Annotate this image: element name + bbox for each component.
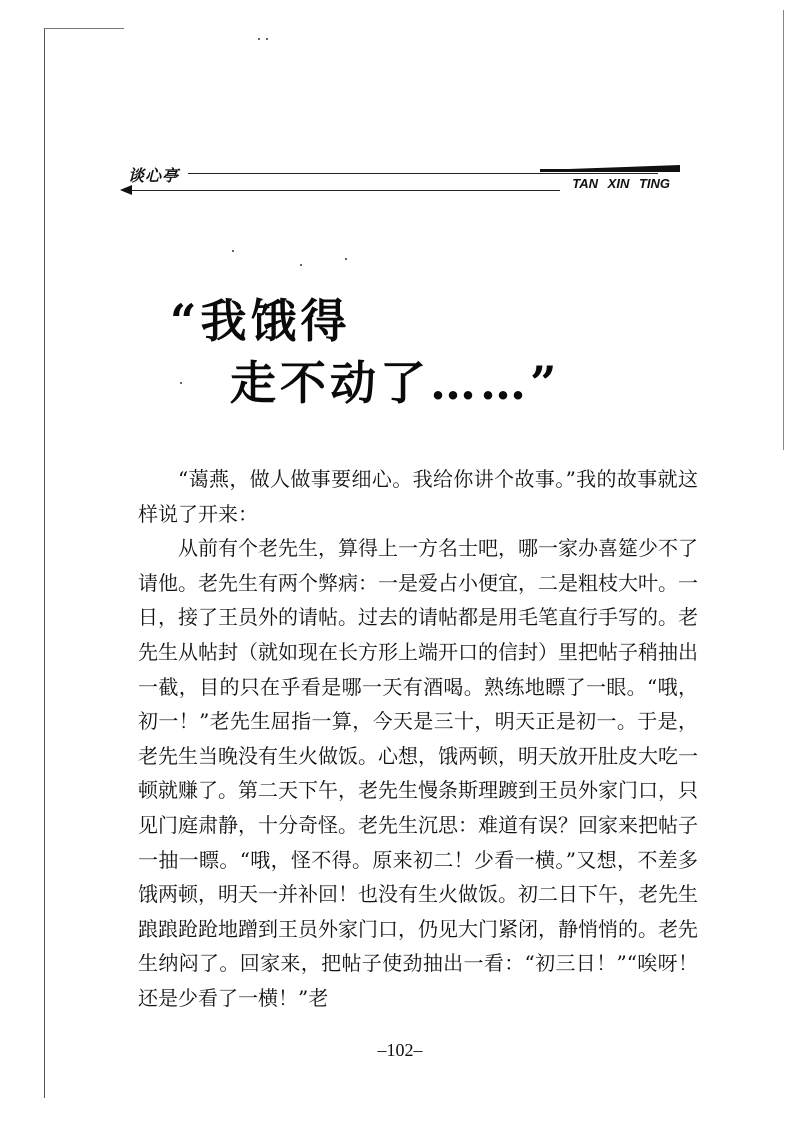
scan-top-rule [44, 28, 124, 29]
scan-speck [180, 382, 182, 384]
body-paragraph: 从前有个老先生，算得上一方名士吧，哪一家办喜筵少不了请他。老先生有两个弊病：一是爱占小便宜，二是粗枝大叶。一日，接了王员外的请帖。过去的请帖都是用毛笔直行手写的。老先生从帖封（就如现在长方形上端开口的信封）里把帖子稍抽出一截，目的只在乎看是哪一天有酒喝。熟练地瞟了一眼。“哦，初一！”老先生屈指一算，今天是三十，明天正是初一。于是，老先生当晚没有生火做饭。心想，饿两顿，明天放开肚皮大吃一顿就赚了。第二天下午，老先生慢条斯理踱到王员外家门口，只见门庭肃静，十分奇怪。老先生沉思：难道有误？回家来把帖子一抽一瞟。“哦，怪不得。原来初二！少看一横。”又想，不差多饿两顿，明天一并补回！也没有生火做饭。初二日下午，老先生踉踉跄跄地蹭到王员外家门口，仍见大门紧闭，静悄悄的。老先生纳闷了。回家来，把帖子使劲抽出一看：“初三日！”“唉呀！还是少看了一横！”老 [138, 536, 698, 1010]
scan-right-rule [783, 10, 784, 450]
header-rule-bar [540, 169, 680, 172]
scan-speck [258, 38, 260, 40]
running-header [120, 163, 690, 203]
article-body [138, 462, 698, 1016]
header-rule-upper [188, 173, 658, 174]
scan-left-rule [44, 28, 45, 1098]
scan-speck [232, 250, 234, 252]
scan-speck [345, 258, 347, 260]
scan-speck [300, 264, 302, 266]
title-line-2: 走不动了……” [230, 356, 561, 410]
scan-speck [266, 38, 268, 40]
column-pinyin: TAN XIN TING [572, 176, 670, 191]
header-arrow-icon [120, 185, 132, 195]
body-paragraph: “蔼燕，做人做事要细心。我给你讲个故事。”我的故事就这样说了开来： [138, 467, 698, 526]
title-line-1: “我饿得 [170, 294, 351, 348]
column-name: 谈心亭 [128, 166, 180, 185]
header-rule-lower [130, 190, 560, 191]
page-number: –102– [377, 1040, 423, 1060]
